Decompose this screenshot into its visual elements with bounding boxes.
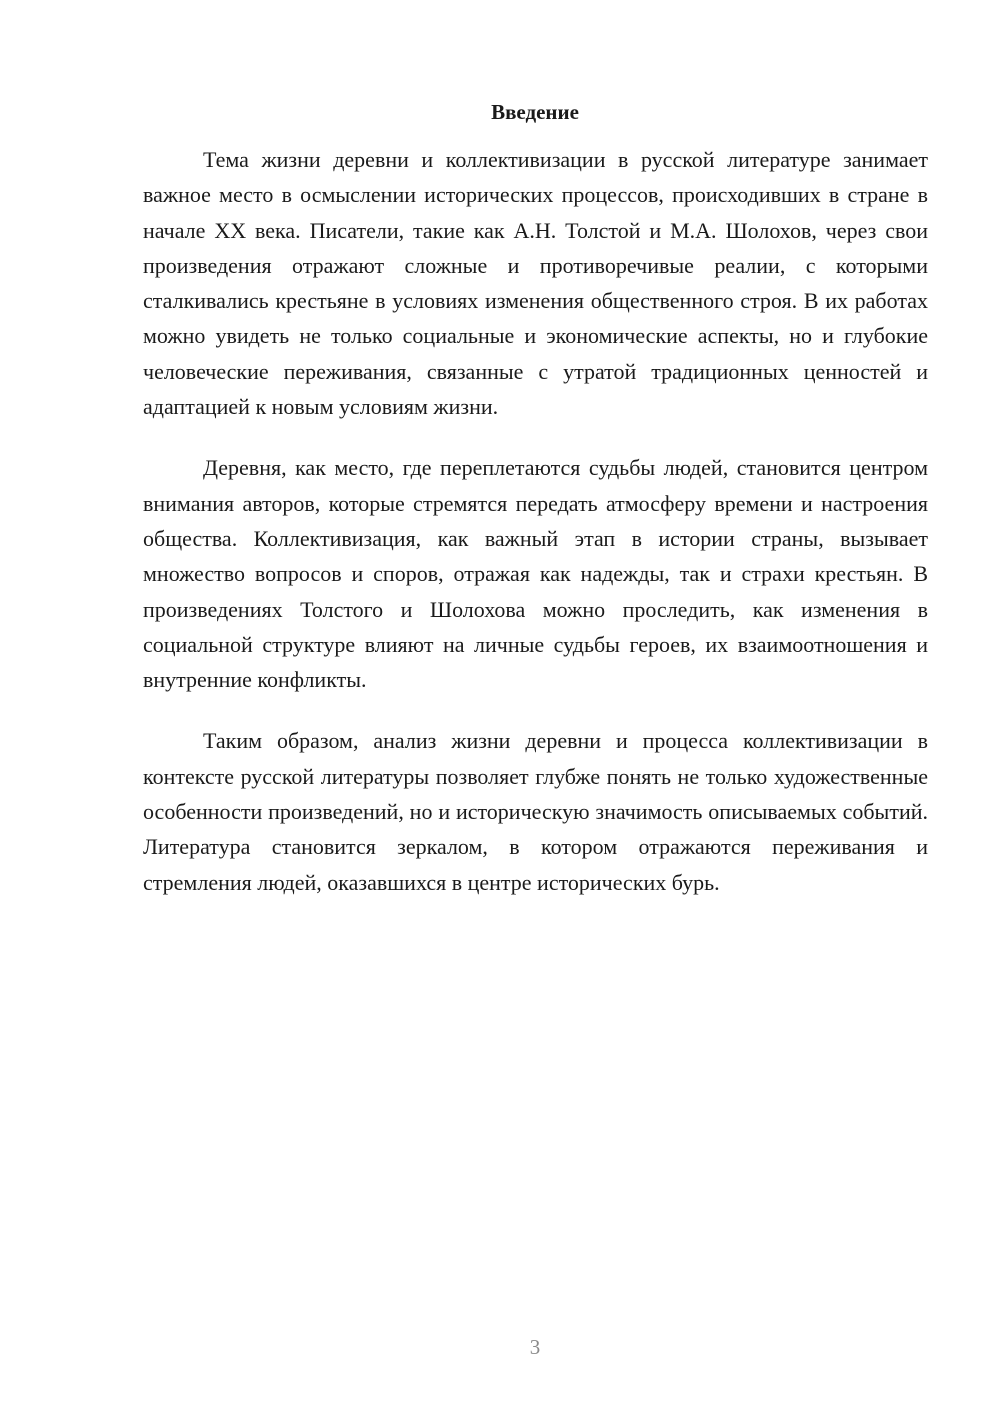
section-heading: Введение [491, 100, 579, 124]
body-text [143, 142, 928, 926]
page-number: 3 [529, 1335, 541, 1359]
paragraph-2: Деревня, как место, где переплетаются судьбы людей, становится центром внимания авторов, которые стремятся передать атмосферу времени и настроения общества. Коллективизация, как важный этап в истории страны, вызывает множество вопросов и споров, отражая как надежды, так и страхи крестьян. В произведениях Толстого и Шолохова можно проследить, как изменения в социальной структуре влияют на личные судьбы героев, их взаимоотношения и внутренние конфликты. [143, 455, 928, 693]
paragraph-1: Тема жизни деревни и коллективизации в русской литературе занимает важное место в осмыслении исторических процессов, происходивших в стране в начале XX века. Писатели, такие как А.Н. Толстой и М.А. Шолохов, через свои произведения отражают сложные и противоречивые реалии, с которыми сталкивались крестьяне в условиях изменения общественного строя. В их работах можно увидеть не только социальные и экономические аспекты, но и глубокие человеческие переживания, связанные с утратой традиционных ценностей и адаптацией к новым условиям жизни. [143, 147, 928, 420]
paragraph-3: Таким образом, анализ жизни деревни и процесса коллективизации в контексте русской литературы позволяет глубже понять не только художественные особенности произведений, но и историческую значимость описываемых событий. Литература становится зеркалом, в котором отражаются переживания и стремления людей, оказавшихся в центре исторических бурь. [143, 728, 928, 895]
